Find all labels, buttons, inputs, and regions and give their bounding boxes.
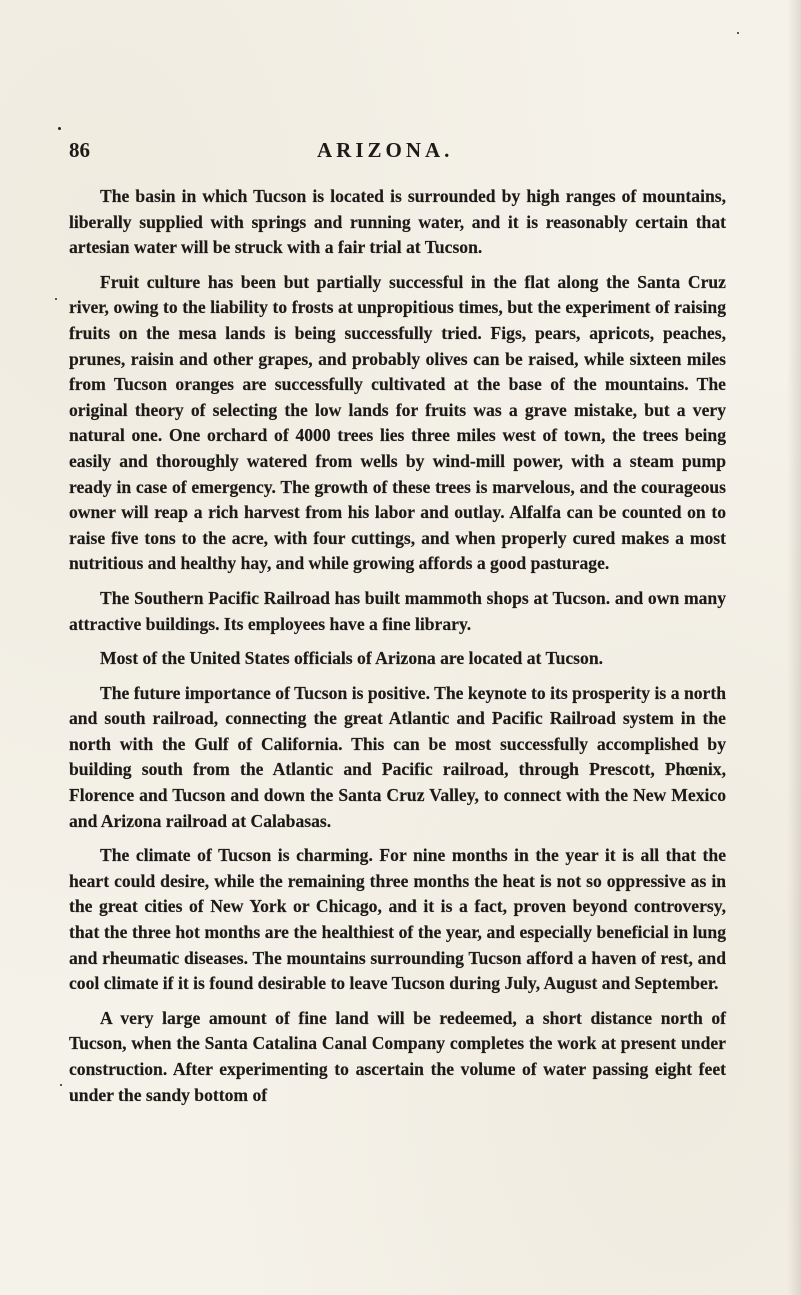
running-head: ARIZONA. [317, 138, 454, 162]
page-edge-shadow [787, 0, 801, 1295]
page-number: 86 [69, 138, 90, 162]
paragraph-railroad-shops: The Southern Pacific Railroad has built mammoth shops at Tucson. and own many attractive buildings. Its employees have a fine library. [69, 587, 726, 634]
page-header [69, 138, 729, 170]
paragraph-canal-land: A very large amount of fine land will be redeemed, a short distance north of Tucson, when the Santa Catalina Canal Company completes the work at present under construction. After experimenting to ascertain the volume of water passing eight feet under the sandy bottom of [69, 1007, 726, 1105]
paragraph-climate: The climate of Tucson is charming. For nine months in the year it is all that the heart could desire, while the remaining three months the heat is not so oppressive as in the great cities of New York or Chicago, and it is a fact, proven beyond controversy, that the three hot months are the healthiest of the year, and especially beneficial in lung and rheumatic diseases. The mountains surrounding Tucson afford a haven of rest, and cool climate if it is found desirable to leave Tucson during July, August and September. [69, 845, 726, 994]
paragraph-fruit-culture: Fruit culture has been but partially successful in the flat along the Santa Cruz river, owing to the liability to frosts at unpropitious times, but the experiment of raising fruits on the mesa lands is being successfully tried. Figs, pears, apricots, peaches, prunes, raisin and other grapes, and probably olives can be raised, while sixteen miles from Tucson oranges are successfully cultivated at the base of the mountains. The original theory of selecting the low lands for fruits was a grave mistake, but a very natural one. One orchard of 4000 trees lies three miles west of town, the trees being easily and thoroughly watered from wells by wind-mill power, with a steam pump ready in case of emergency. The growth of these trees is marvelous, and the courageous owner will reap a rich harvest from his labor and outlay. Alfalfa can be counted on to raise five tons to the acre, with four cuttings, and when properly cured makes a most nutritious and healthy hay, and while growing affords a good pasturage. [69, 271, 726, 574]
paragraph-artesian-water: The basin in which Tucson is located is surrounded by high ranges of mountains, liberally supplied with springs and running water, and it is reasonably certain that artesian water will be struck with a fair trial at Tucson. [69, 186, 726, 258]
paragraph-future-importance: The future importance of Tucson is positive. The keynote to its prosperity is a north and south railroad, connecting the great Atlantic and Pacific Railroad system in the north with the Gulf of California. This can be most successfully accomplished by building south from the Atlantic and Pacific railroad, through Prescott, Phœnix, Florence and Tucson and down the Santa Cruz Valley, to connect with the New Mexico and Arizona railroad at Calabasas. [69, 682, 726, 831]
body-text [69, 184, 726, 1117]
paragraph-officials: Most of the United States officials of Arizona are located at Tucson. [100, 648, 604, 669]
